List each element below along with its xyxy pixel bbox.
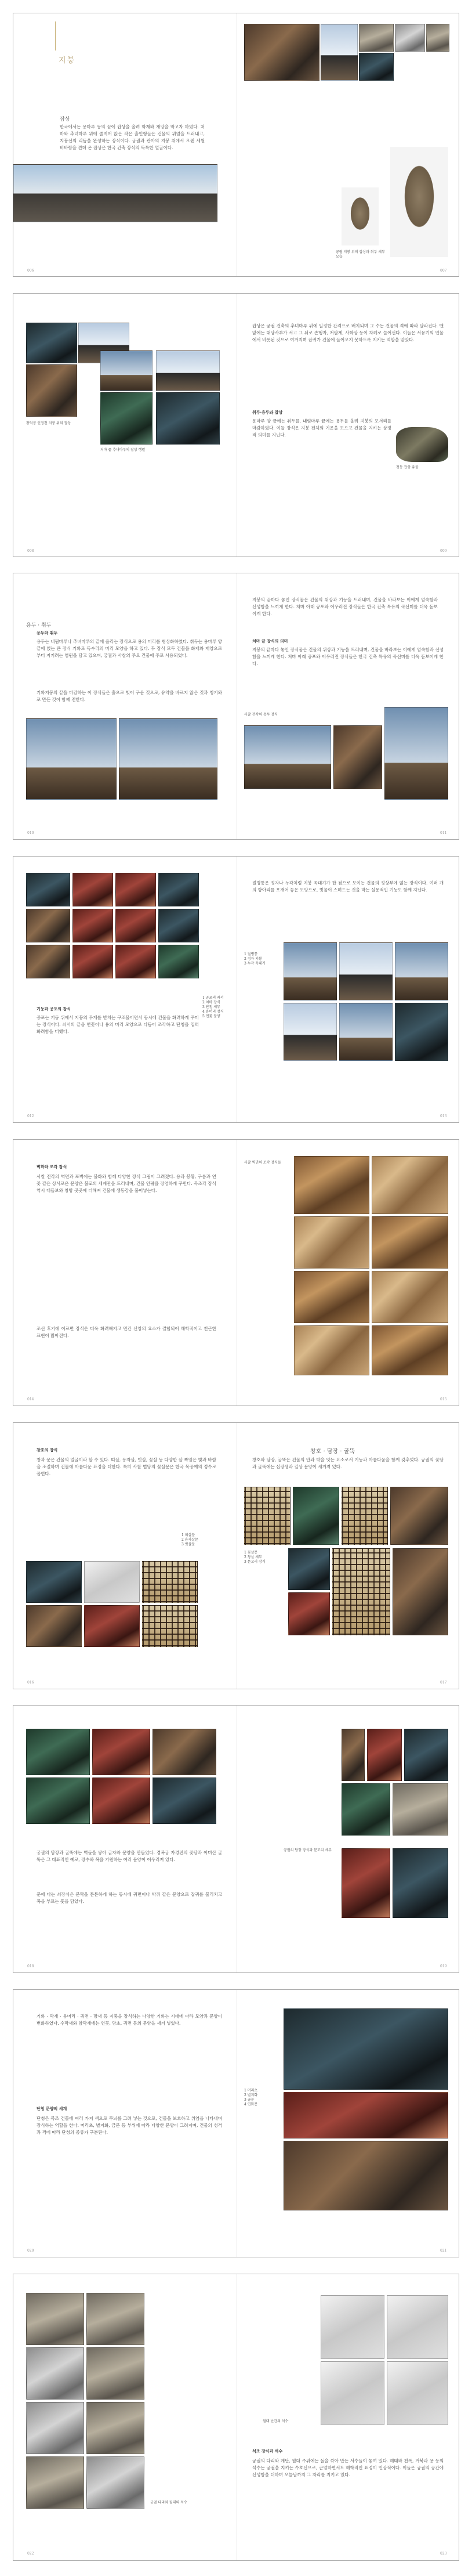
hardware-photo-7 — [393, 1848, 448, 1918]
roof-figure-photo-3 — [359, 24, 394, 52]
mural-photo-1 — [294, 1156, 369, 1214]
dancheong-detail-photo-2 — [284, 2092, 448, 2138]
bracket-photo-3 — [384, 707, 448, 800]
eaves-photo-3 — [26, 364, 77, 417]
left-text-2: 문에 다는 쇠장식은 문짝을 튼튼하게 하는 동시에 귀면이나 박쥐 같은 문양으로 잡귀를 물리치고 복을 부르는 뜻을 담았다. — [37, 1892, 222, 1904]
right-subheading: 처마 끝 장식의 의미 — [252, 638, 288, 644]
dancheong-detail-photo-3 — [284, 2141, 448, 2210]
dragon-head-photo-1 — [26, 718, 117, 800]
legend-item: 3 누각 꼭대기 — [244, 962, 266, 966]
eaves-photo-6 — [156, 351, 220, 391]
stone-beast-photo-8 — [86, 2456, 144, 2509]
right-text-body: 지붕의 끝마다 놓인 장식물은 건물의 위상과 기능을 드러내며, 건물을 바라보는 이에게 엄숙함과 신성함을 느끼게 한다. 처마 아래 공포와 어우러진 장식들은 한국 건축 특유의 곡선미를 더욱 돋보이게 한다. — [252, 647, 444, 666]
left-text: 공포는 기둥 위에서 지붕의 무게를 받치는 구조물이면서 동시에 건물을 화려하게 꾸미는 장식이다. 쇠서의 끝을 연꽃이나 용의 머리 모양으로 다듬어 조각하고 단청을 입혀 화려함을 더했다. — [37, 1015, 199, 1034]
left-text-2: 기와지붕의 끝을 마감하는 이 장식들은 흙으로 빚어 구운 것으로, 유약을 바르지 않은 것과 청기와로 만든 것이 함께 전한다. — [37, 690, 222, 702]
finial-photo-1 — [284, 942, 337, 1000]
right-caption: 사찰 전각의 용두 장식 — [244, 713, 278, 717]
mural-photo-8 — [372, 1325, 448, 1375]
right-caption: 궁궐의 담장 장식과 문고리 세부 — [284, 1848, 332, 1852]
dancheong-photo-12 — [158, 945, 199, 978]
dancheong-photo-11 — [115, 945, 156, 978]
dancheong-photo-6 — [72, 909, 113, 942]
left-caption: 궁궐 다리와 월대의 석수 — [150, 2501, 187, 2505]
mural-photo-3 — [294, 1216, 369, 1269]
mural-photo-4 — [372, 1216, 448, 1269]
page-number-right: 007 — [440, 269, 447, 273]
legend-item: 2 처마 장식 — [202, 1000, 220, 1005]
wall-photo-6 — [153, 1777, 216, 1824]
spread-4 — [13, 856, 459, 1123]
lattice-door-photo-3 — [342, 1487, 388, 1545]
right-text-2: 용마루 양 끝에는 취두를, 내림마루 끝에는 용두를 올려 지붕의 모서리를 마감하였다. 이들 장식은 지붕 전체의 기운을 모으고 건물을 지키는 상징적 의미를 지닌다. — [252, 418, 391, 438]
bracket-photo-1 — [244, 725, 331, 789]
window-photo-4 — [26, 1605, 82, 1647]
lattice-door-photo-4 — [390, 1487, 448, 1545]
dancheong-detail-photo-1 — [284, 2008, 448, 2090]
spread-2 — [13, 293, 459, 557]
left-subheading: 기둥과 공포의 장식 — [37, 1006, 71, 1011]
left-subheading: 창호의 장식 — [37, 1447, 58, 1453]
left-subheading: 벽화와 조각 장식 — [37, 1164, 67, 1169]
dancheong-photo-5 — [26, 909, 70, 942]
section-mark — [55, 21, 56, 50]
left-caption-1: 창덕궁 인정전 지붕 위의 잡상 — [26, 421, 71, 425]
spread-8 — [13, 1989, 459, 2257]
page-number-left: 020 — [27, 2249, 34, 2253]
door-hardware-photo-3 — [393, 1548, 448, 1635]
right-caption: 월대 난간의 석수 — [263, 2419, 289, 2423]
stone-beast-photo-7 — [26, 2456, 84, 2509]
door-hardware-photo-4 — [288, 1592, 330, 1635]
mural-photo-2 — [372, 1156, 448, 1214]
right-text: 절병통은 정자나 누각처럼 지붕 꼭대기가 한 점으로 모이는 건물의 정상부에 얹는 장식이다. 여러 개의 항아리를 포개어 놓은 모양으로, 빗물이 스며드는 것을 막는 실용적인 기능도 함께 지닌다. — [252, 880, 444, 893]
window-photo-2 — [84, 1561, 140, 1603]
page-number-left: 008 — [27, 549, 34, 553]
lattice-door-photo-2 — [293, 1487, 339, 1545]
wall-photo-4 — [26, 1777, 90, 1824]
legend-item: 1 꽃살문 — [244, 1551, 258, 1555]
hardware-photo-3 — [404, 1729, 448, 1781]
subheading-1: 용두와 취두 — [37, 630, 58, 635]
wall-photo-3 — [153, 1729, 216, 1775]
stone-statue-photo-1 — [321, 2295, 384, 2359]
mural-photo-7 — [294, 1325, 369, 1375]
stone-beast-photo-5 — [26, 2402, 84, 2454]
right-legend — [244, 1551, 285, 1565]
roof-figure-photo-5 — [395, 24, 425, 52]
stone-statue-photo-2 — [387, 2295, 448, 2359]
dancheong-photo-4 — [158, 873, 199, 906]
page-number-right: 015 — [440, 1397, 447, 1401]
right-legend — [244, 2089, 281, 2107]
section-heading: 용두 · 취두 — [26, 623, 52, 628]
mural-photo-5 — [294, 1271, 369, 1323]
lattice-door-photo-1 — [244, 1487, 291, 1545]
stone-beast-photo-3 — [26, 2347, 84, 2400]
dancheong-photo-10 — [72, 945, 113, 978]
hardware-photo-6 — [342, 1848, 390, 1918]
right-title: 창호 · 담장 · 굴뚝 — [310, 1448, 355, 1455]
legend-item: 2 용자살문 — [181, 1538, 198, 1542]
left-legend — [181, 1533, 222, 1547]
finial-photo-3 — [395, 942, 448, 1000]
left-subheading: 단청 문양의 세계 — [37, 2106, 67, 2111]
roof-figure-photo-6 — [426, 24, 449, 52]
left-text: 기와 · 막새 · 용머리 · 귀면 · 망새 등 지붕을 장식하는 다양한 기와는 시대에 따라 모양과 문양이 변화하였다. 수막새와 암막새에는 연꽃, 당초, 귀면 등의 문양을 새겨 넣었다. — [37, 2014, 222, 2026]
right-text: 잡상은 궁궐 건축의 추녀마루 위에 일정한 간격으로 배치되며 그 수는 건물의 격에 따라 달라진다. 맨 앞에는 대당사부가 서고 그 뒤로 손행자, 저팔계, 사화상 등이 차례로 늘어선다. 이들은 서유기의 인물에서 비롯된 것으로 여겨지며 잡귀가 건물에 들어오지 못하도록 지키는 역할을 맡았다. — [252, 323, 444, 342]
intro-paragraph: 한국에서는 용마루 등의 끝에 잡상을 올려 화재와 재앙을 막고자 하였다. 처마와 추녀마루 위에 줄지어 앉은 작은 흙인형들은 건물의 위엄을 드러내고, 지붕선의 리듬을 완성하는 장식이다. 궁궐과 관아의 지붕 위에서 오랜 세월 비바람을 견뎌 온 잡상은 한국 건축 장식의 독특한 얼굴이다. — [60, 124, 205, 150]
page-number-right: 023 — [440, 2552, 447, 2556]
stone-beast-photo-6 — [86, 2402, 144, 2454]
left-text-1: 용두는 내림마루나 추녀마루의 끝에 올리는 장식으로 용의 머리를 형상화하였다. 취두는 용마루 양 끝에 얹는 큰 장식 기와로 독수리의 머리 모양을 하고 있다. 두 장식 모두 건물을 화재와 재앙으로부터 지키려는 염원을 담고 있으며, 궁궐과 사찰의 주요 건물에 주로 사용되었다. — [37, 639, 222, 658]
wall-photo-2 — [92, 1729, 150, 1775]
page-number-right: 011 — [440, 831, 447, 835]
page-number-right: 021 — [440, 2249, 447, 2253]
legend-item: 2 별지화 — [244, 2093, 258, 2097]
legend-item: 1 절병통 — [244, 952, 258, 956]
spread-6 — [13, 1422, 459, 1689]
zodiac-statue-photo — [390, 147, 448, 257]
bracket-photo-2 — [333, 725, 382, 789]
stone-beast-photo-2 — [86, 2293, 144, 2345]
page-number-right: 013 — [440, 1114, 447, 1118]
dancheong-photo-3 — [115, 873, 156, 906]
roof-figure-photo-4 — [359, 53, 394, 81]
page-number-left: 012 — [27, 1114, 34, 1118]
page-number-left: 018 — [27, 1964, 34, 1968]
right-caption: 청동 잡상 유물 — [396, 465, 419, 469]
legend-item: 1 공포의 쇠서 — [202, 996, 224, 1000]
page-number-left: 006 — [27, 269, 34, 273]
mural-photo-6 — [372, 1271, 448, 1323]
legend-item: 3 단청 세부 — [202, 1005, 220, 1009]
legend-item: 1 띠살문 — [181, 1533, 195, 1537]
section-title: 지붕 — [59, 56, 76, 65]
intro-heading: 잡상 — [60, 117, 70, 122]
spread-1 — [13, 13, 459, 277]
eaves-photo-1 — [26, 323, 77, 363]
right-intro-text: 지붕의 끝마다 놓인 장식물은 건물의 위상과 기능을 드러내며, 건물을 바라보는 이에게 엄숙함과 신성함을 느끼게 한다. 처마 아래 공포와 어우러진 장식들은 한국 건축 특유의 곡선미를 더욱 돋보이게 한다. — [252, 597, 438, 616]
page-number-left: 010 — [27, 831, 34, 835]
window-photo-1 — [26, 1561, 82, 1603]
right-text: 궁궐의 다리와 계단, 월대 주위에는 돌을 깎아 만든 서수들이 놓여 있다. 해태와 천록, 거북과 용 등의 석수는 궁궐을 지키는 수호신으로, 근엄하면서도 해학적인 표정이 인상적이다. 이들은 궁궐의 공간에 신성함을 더하며 오늘날까지 그 자리를 지키고 있다. — [252, 2458, 444, 2477]
legend-item: 3 빗살문 — [181, 1542, 195, 1547]
window-photo-3 — [142, 1561, 198, 1603]
page-number-right: 009 — [440, 549, 447, 553]
window-photo-6 — [142, 1605, 198, 1647]
legend-item: 3 문고리 장식 — [244, 1560, 266, 1564]
page-number-right: 019 — [440, 1964, 447, 1968]
legend-item: 5 연꽃 문양 — [202, 1014, 220, 1018]
stone-statue-photo-4 — [387, 2361, 448, 2425]
hardware-photo-4 — [342, 1783, 390, 1836]
left-text: 창과 문은 건물의 얼굴이라 할 수 있다. 띠살, 용자살, 빗살, 꽃살 등 다양한 살 짜임은 빛과 바람을 조절하며 건물에 아름다운 표정을 더한다. 특히 사찰 법당의 꽃살문은 한국 목공예의 정수로 꼽힌다. — [37, 1457, 216, 1476]
palace-roof-photo — [13, 164, 217, 222]
page-number-right: 017 — [440, 1681, 447, 1685]
roof-figure-photo-2 — [321, 24, 358, 81]
left-text: 사찰 전각의 벽면과 포벽에는 불화와 함께 다양한 장식 그림이 그려졌다. 용과 봉황, 구름과 연꽃 같은 상서로운 문양은 불교의 세계관을 드러내며, 건물 안팎을 장엄하게 꾸민다. 목조각 장식 역시 대들보와 창방 곳곳에 더해져 건물에 생동감을 불어넣는다. — [37, 1174, 216, 1193]
right-subheading: 취두·용두와 잡상 — [252, 410, 283, 415]
roof-figure-photo-1 — [244, 24, 319, 81]
page-number-left: 014 — [27, 1397, 34, 1401]
right-legend — [244, 952, 279, 966]
stone-beast-photo-1 — [26, 2293, 84, 2345]
left-caption-2: 처마 끝 추녀마루의 잡상 행렬 — [100, 448, 146, 452]
window-photo-5 — [84, 1605, 140, 1647]
right-subheading: 석조 장식과 석수 — [252, 2448, 283, 2454]
finial-photo-6 — [395, 1003, 448, 1061]
dancheong-photo-2 — [72, 873, 113, 906]
hardware-photo-2 — [367, 1729, 402, 1781]
legend-item: 2 창살 세부 — [244, 1555, 262, 1559]
wall-photo-5 — [92, 1777, 150, 1824]
door-hardware-photo-1 — [288, 1548, 330, 1590]
finial-photo-4 — [284, 1003, 337, 1061]
hardware-photo-1 — [342, 1729, 365, 1781]
left-text-2: 조선 후기에 이르면 장식은 더욱 화려해지고 민간 신앙의 요소가 결합되어 해학적이고 친근한 표현이 많아진다. — [37, 1326, 216, 1338]
left-text: 궁궐의 담장과 굴뚝에는 벽돌을 쌓아 글자와 문양을 만들었다. 경복궁 자경전의 꽃담과 아미산 굴뚝은 그 대표적인 예로, 장수와 복을 기원하는 여러 문양이 어우러져 있다. — [37, 1850, 222, 1862]
spread-3 — [13, 573, 459, 840]
left-legend — [202, 996, 236, 1019]
dancheong-photo-7 — [115, 909, 156, 942]
finial-photo-2 — [339, 942, 393, 1000]
legend-item: 4 연화문 — [244, 2102, 258, 2107]
legend-item: 1 머리초 — [244, 2089, 258, 2093]
page-number-left: 022 — [27, 2552, 34, 2556]
right-text: 창호와 담장, 굴뚝은 건물의 안과 밖을 잇는 요소로서 기능과 아름다움을 함께 갖추었다. 궁궐의 꽃담과 굴뚝에는 십장생과 길상 문양이 새겨져 있다. — [252, 1457, 444, 1469]
eaves-photo-7 — [156, 392, 220, 445]
eaves-photo-5 — [100, 392, 153, 445]
legend-item: 4 용머리 장식 — [202, 1010, 224, 1014]
eaves-photo-4 — [100, 351, 153, 391]
spread-5 — [13, 1139, 459, 1406]
door-hardware-photo-2 — [332, 1548, 390, 1635]
hardware-photo-5 — [393, 1783, 448, 1836]
guardian-statue-photo — [342, 187, 379, 245]
wall-photo-1 — [26, 1729, 90, 1775]
bronze-figure-photo — [396, 427, 448, 462]
finial-photo-5 — [339, 1003, 393, 1061]
stone-statue-photo-3 — [321, 2361, 384, 2425]
page-number-left: 016 — [27, 1681, 34, 1685]
right-caption: 사찰 벽면의 조각 장식들 — [244, 1161, 281, 1165]
intro-right-caption: 궁궐 지붕 위의 잡상과 취두 세부 모습 — [336, 250, 385, 259]
spread-9 — [13, 2274, 459, 2561]
stone-beast-photo-4 — [86, 2347, 144, 2400]
dancheong-photo-8 — [158, 909, 199, 942]
dancheong-photo-1 — [26, 873, 70, 906]
legend-item: 3 금문 — [244, 2098, 255, 2102]
spread-7 — [13, 1705, 459, 1973]
left-text-2: 단청은 목조 건물에 여러 가지 색으로 무늬를 그려 넣는 것으로, 건물을 보호하고 위엄을 나타내며 장식하는 역할을 한다. 머리초, 별지화, 금문 등 부위에 따라 다양한 문양이 그려지며, 건물의 성격과 격에 따라 단청의 종류가 구분된다. — [37, 2116, 222, 2135]
dancheong-photo-9 — [26, 945, 70, 978]
dragon-head-photo-2 — [119, 718, 217, 800]
legend-item: 2 정자 지붕 — [244, 957, 262, 961]
